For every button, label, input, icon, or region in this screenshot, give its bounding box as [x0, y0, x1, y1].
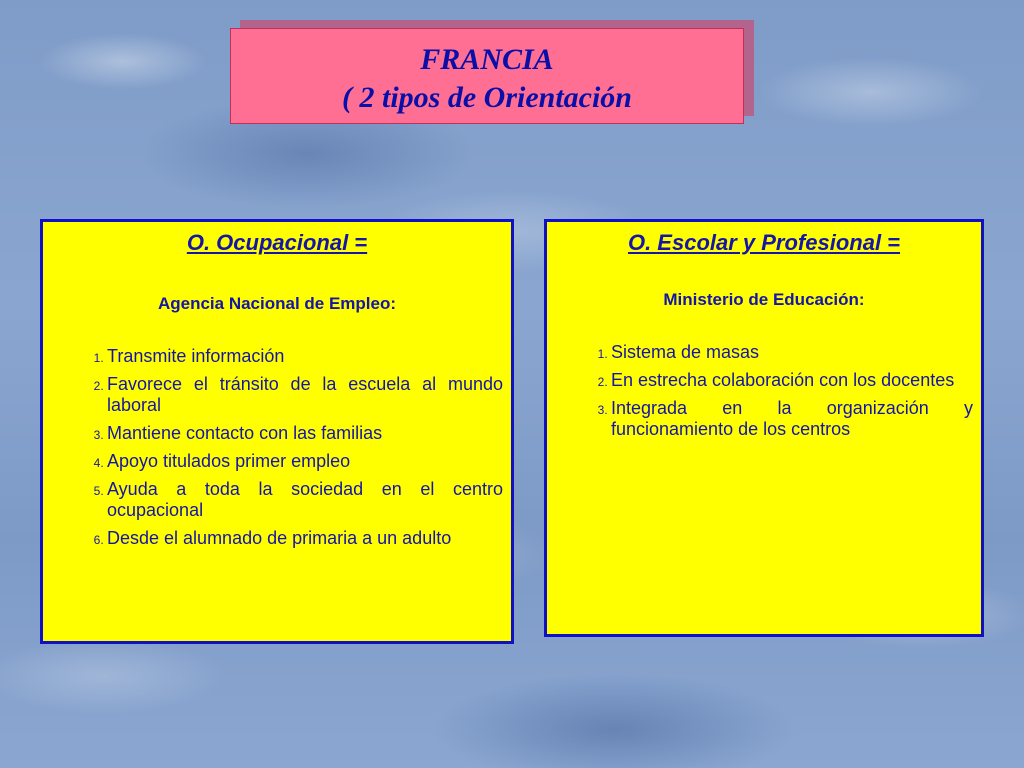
- ocupacional-heading: O. Ocupacional =: [186, 230, 368, 255]
- list-item: 1. Sistema de masas: [611, 342, 973, 363]
- ocupacional-panel: [40, 219, 514, 644]
- title-line-1: FRANCIA: [420, 43, 554, 76]
- list-item: 4. Apoyo titulados primer empleo: [107, 451, 503, 472]
- list-item: 5. Ayuda a toda la sociedad en el centro ocupacional: [107, 479, 503, 521]
- list-item: 6. Desde el alumnado de primaria a un adulto: [107, 528, 503, 549]
- escolar-heading: O. Escolar y Profesional =: [627, 230, 901, 255]
- list-item: 3. Integrada en la organización y funcionamiento de los centros: [611, 398, 973, 440]
- escolar-list: [555, 342, 973, 440]
- title-line-2: ( 2 tipos de Orientación: [342, 81, 632, 114]
- list-item: 1. Transmite información: [107, 346, 503, 367]
- list-item: 3. Mantiene contacto con las familias: [107, 423, 503, 444]
- escolar-subheading: Ministerio de Educación:: [663, 290, 865, 309]
- ocupacional-list: [51, 346, 503, 549]
- ocupacional-subheading: Agencia Nacional de Empleo:: [157, 294, 397, 313]
- list-item: 2. Favorece el tránsito de la escuela al mundo laboral: [107, 374, 503, 416]
- escolar-panel: [544, 219, 984, 637]
- slide-title: [230, 28, 744, 124]
- list-item: 2. En estrecha colaboración con los docentes: [611, 370, 973, 391]
